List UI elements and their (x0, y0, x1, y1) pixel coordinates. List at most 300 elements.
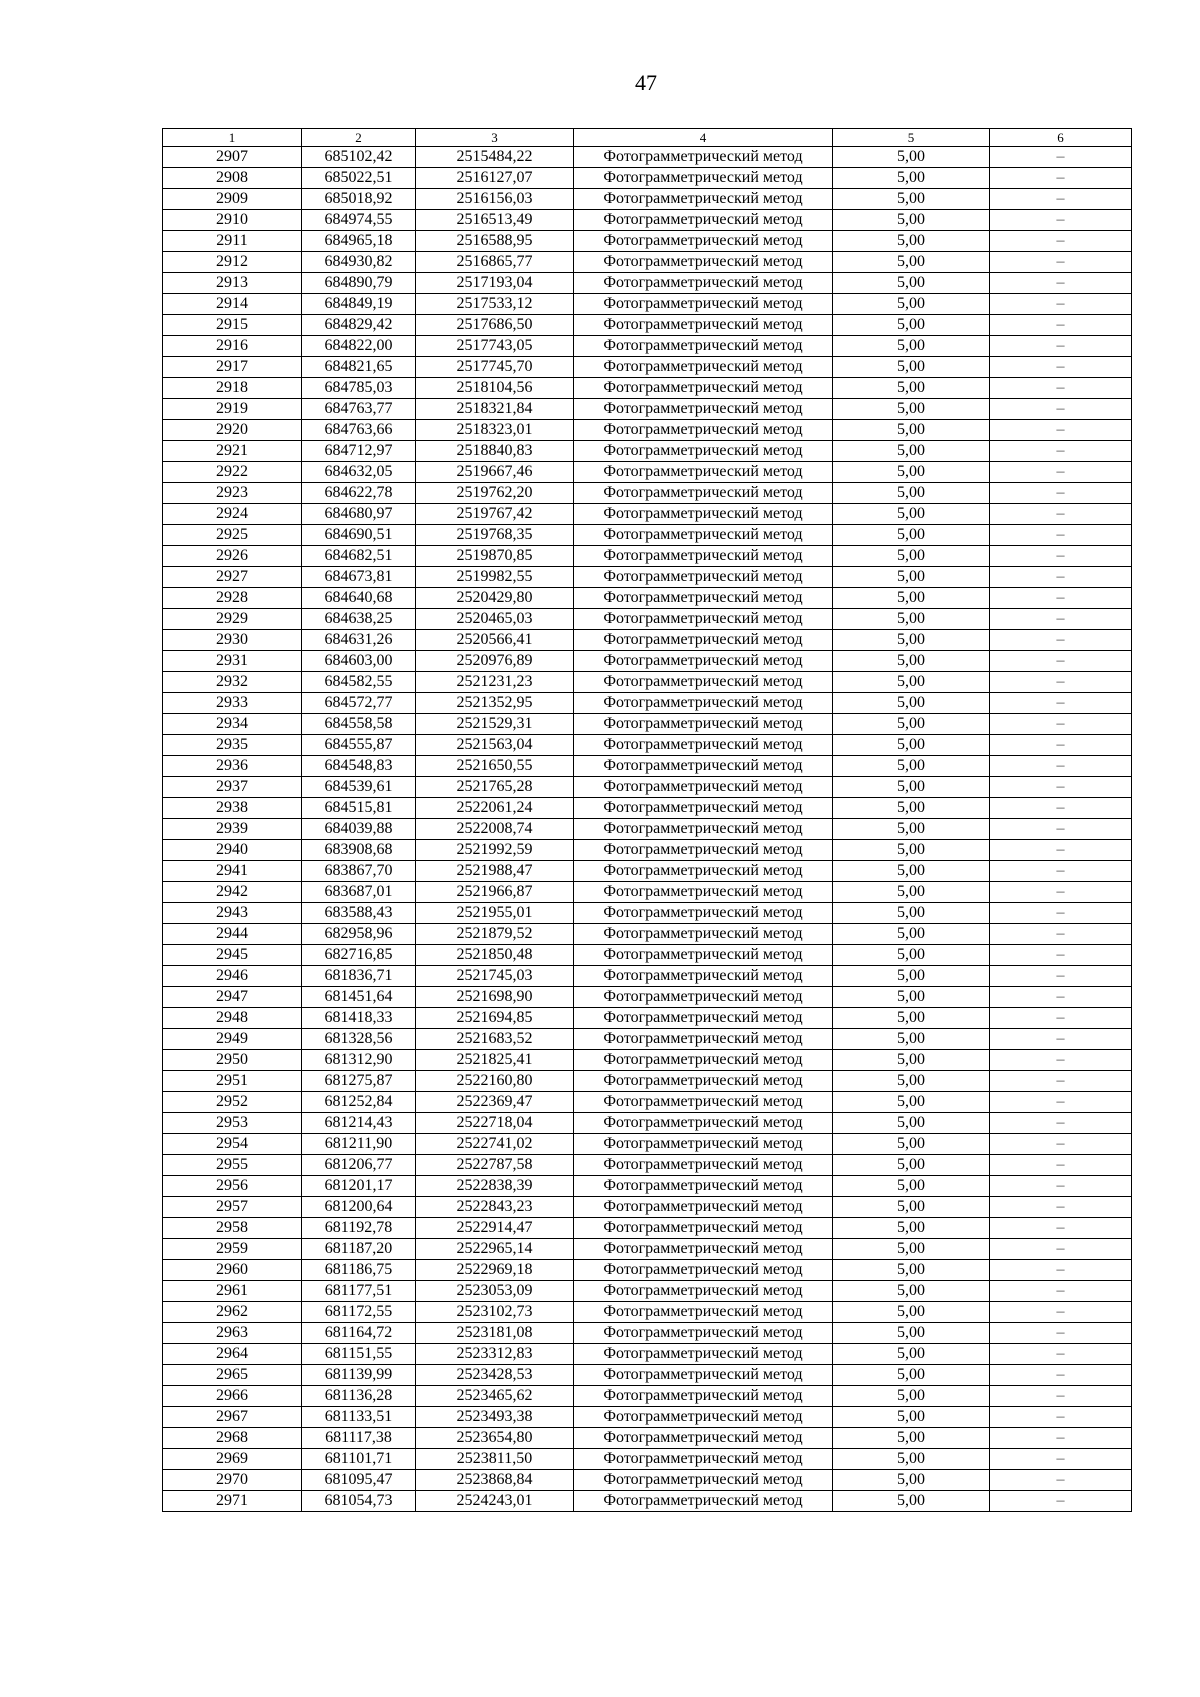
table-row (163, 651, 1132, 672)
description-cell: – (990, 231, 1132, 252)
y-coordinate-cell: 2521698,90 (416, 987, 574, 1008)
y-coordinate-cell: 2521650,55 (416, 756, 574, 777)
x-coordinate-cell: 681151,55 (302, 1344, 416, 1365)
x-coordinate-cell: 681451,64 (302, 987, 416, 1008)
description-cell: – (990, 630, 1132, 651)
y-coordinate-cell: 2517533,12 (416, 294, 574, 315)
x-coordinate-cell: 684638,25 (302, 609, 416, 630)
table-row (163, 357, 1132, 378)
x-coordinate-cell: 684763,77 (302, 399, 416, 420)
x-coordinate-cell: 681095,47 (302, 1470, 416, 1491)
table-row (163, 1281, 1132, 1302)
table-row (163, 1239, 1132, 1260)
accuracy-cell: 5,00 (833, 945, 990, 966)
accuracy-cell: 5,00 (833, 672, 990, 693)
method-cell: Фотограмметрический метод (574, 1281, 833, 1302)
y-coordinate-cell: 2519667,46 (416, 462, 574, 483)
accuracy-cell: 5,00 (833, 189, 990, 210)
y-coordinate-cell: 2523811,50 (416, 1449, 574, 1470)
table-row (163, 987, 1132, 1008)
y-coordinate-cell: 2521745,03 (416, 966, 574, 987)
description-cell: – (990, 462, 1132, 483)
description-cell: – (990, 1323, 1132, 1344)
point-number-cell: 2932 (163, 672, 302, 693)
y-coordinate-cell: 2523181,08 (416, 1323, 574, 1344)
y-coordinate-cell: 2517193,04 (416, 273, 574, 294)
description-cell: – (990, 1491, 1132, 1512)
point-number-cell: 2939 (163, 819, 302, 840)
description-cell: – (990, 903, 1132, 924)
x-coordinate-cell: 684974,55 (302, 210, 416, 231)
table-row (163, 777, 1132, 798)
table-row (163, 924, 1132, 945)
method-cell: Фотограмметрический метод (574, 882, 833, 903)
point-number-cell: 2922 (163, 462, 302, 483)
point-number-cell: 2971 (163, 1491, 302, 1512)
accuracy-cell: 5,00 (833, 273, 990, 294)
accuracy-cell: 5,00 (833, 1470, 990, 1491)
description-cell: – (990, 1218, 1132, 1239)
point-number-cell: 2944 (163, 924, 302, 945)
column-header: 2 (302, 129, 416, 147)
x-coordinate-cell: 683908,68 (302, 840, 416, 861)
y-coordinate-cell: 2523102,73 (416, 1302, 574, 1323)
table-row (163, 273, 1132, 294)
table-row (163, 1050, 1132, 1071)
table-row (163, 399, 1132, 420)
method-cell: Фотограмметрический метод (574, 546, 833, 567)
accuracy-cell: 5,00 (833, 525, 990, 546)
accuracy-cell: 5,00 (833, 420, 990, 441)
y-coordinate-cell: 2519768,35 (416, 525, 574, 546)
table-row (163, 1365, 1132, 1386)
accuracy-cell: 5,00 (833, 1449, 990, 1470)
table-row (163, 546, 1132, 567)
accuracy-cell: 5,00 (833, 1344, 990, 1365)
point-number-cell: 2936 (163, 756, 302, 777)
table-row (163, 1029, 1132, 1050)
accuracy-cell: 5,00 (833, 567, 990, 588)
method-cell: Фотограмметрический метод (574, 798, 833, 819)
description-cell: – (990, 1260, 1132, 1281)
accuracy-cell: 5,00 (833, 483, 990, 504)
y-coordinate-cell: 2521955,01 (416, 903, 574, 924)
description-cell: – (990, 924, 1132, 945)
table-row (163, 1428, 1132, 1449)
x-coordinate-cell: 681177,51 (302, 1281, 416, 1302)
table-row (163, 1260, 1132, 1281)
x-coordinate-cell: 681139,99 (302, 1365, 416, 1386)
method-cell: Фотограмметрический метод (574, 147, 833, 168)
accuracy-cell: 5,00 (833, 777, 990, 798)
description-cell: – (990, 399, 1132, 420)
x-coordinate-cell: 683588,43 (302, 903, 416, 924)
x-coordinate-cell: 681172,55 (302, 1302, 416, 1323)
accuracy-cell: 5,00 (833, 1260, 990, 1281)
method-cell: Фотограмметрический метод (574, 315, 833, 336)
point-number-cell: 2962 (163, 1302, 302, 1323)
y-coordinate-cell: 2521988,47 (416, 861, 574, 882)
point-number-cell: 2924 (163, 504, 302, 525)
x-coordinate-cell: 684673,81 (302, 567, 416, 588)
method-cell: Фотограмметрический метод (574, 1071, 833, 1092)
x-coordinate-cell: 684849,19 (302, 294, 416, 315)
y-coordinate-cell: 2517686,50 (416, 315, 574, 336)
coordinates-table (162, 128, 1132, 1512)
table-row (163, 630, 1132, 651)
table-row (163, 231, 1132, 252)
x-coordinate-cell: 681117,38 (302, 1428, 416, 1449)
column-header: 1 (163, 129, 302, 147)
accuracy-cell: 5,00 (833, 168, 990, 189)
accuracy-cell: 5,00 (833, 1218, 990, 1239)
accuracy-cell: 5,00 (833, 756, 990, 777)
y-coordinate-cell: 2523428,53 (416, 1365, 574, 1386)
header-row (163, 129, 1132, 147)
table-row (163, 315, 1132, 336)
table-row (163, 252, 1132, 273)
description-cell: – (990, 987, 1132, 1008)
table-row (163, 147, 1132, 168)
point-number-cell: 2969 (163, 1449, 302, 1470)
description-cell: – (990, 819, 1132, 840)
method-cell: Фотограмметрический метод (574, 441, 833, 462)
point-number-cell: 2959 (163, 1239, 302, 1260)
x-coordinate-cell: 681214,43 (302, 1113, 416, 1134)
accuracy-cell: 5,00 (833, 1092, 990, 1113)
point-number-cell: 2945 (163, 945, 302, 966)
point-number-cell: 2955 (163, 1155, 302, 1176)
point-number-cell: 2907 (163, 147, 302, 168)
description-cell: – (990, 672, 1132, 693)
x-coordinate-cell: 681418,33 (302, 1008, 416, 1029)
x-coordinate-cell: 681275,87 (302, 1071, 416, 1092)
description-cell: – (990, 714, 1132, 735)
x-coordinate-cell: 684680,97 (302, 504, 416, 525)
point-number-cell: 2926 (163, 546, 302, 567)
point-number-cell: 2937 (163, 777, 302, 798)
point-number-cell: 2960 (163, 1260, 302, 1281)
x-coordinate-cell: 684822,00 (302, 336, 416, 357)
description-cell: – (990, 777, 1132, 798)
description-cell: – (990, 336, 1132, 357)
x-coordinate-cell: 684548,83 (302, 756, 416, 777)
x-coordinate-cell: 681192,78 (302, 1218, 416, 1239)
x-coordinate-cell: 681206,77 (302, 1155, 416, 1176)
column-header: 5 (833, 129, 990, 147)
table-row (163, 1449, 1132, 1470)
point-number-cell: 2910 (163, 210, 302, 231)
description-cell: – (990, 693, 1132, 714)
table-row (163, 1344, 1132, 1365)
method-cell: Фотограмметрический метод (574, 1239, 833, 1260)
description-cell: – (990, 168, 1132, 189)
y-coordinate-cell: 2521563,04 (416, 735, 574, 756)
point-number-cell: 2952 (163, 1092, 302, 1113)
x-coordinate-cell: 684572,77 (302, 693, 416, 714)
accuracy-cell: 5,00 (833, 714, 990, 735)
x-coordinate-cell: 683687,01 (302, 882, 416, 903)
table-row (163, 1092, 1132, 1113)
description-cell: – (990, 294, 1132, 315)
method-cell: Фотограмметрический метод (574, 462, 833, 483)
description-cell: – (990, 756, 1132, 777)
x-coordinate-cell: 684829,42 (302, 315, 416, 336)
description-cell: – (990, 1197, 1132, 1218)
point-number-cell: 2913 (163, 273, 302, 294)
description-cell: – (990, 210, 1132, 231)
x-coordinate-cell: 681252,84 (302, 1092, 416, 1113)
accuracy-cell: 5,00 (833, 1428, 990, 1449)
y-coordinate-cell: 2518323,01 (416, 420, 574, 441)
table-row (163, 1218, 1132, 1239)
method-cell: Фотограмметрический метод (574, 903, 833, 924)
point-number-cell: 2916 (163, 336, 302, 357)
accuracy-cell: 5,00 (833, 252, 990, 273)
accuracy-cell: 5,00 (833, 1050, 990, 1071)
method-cell: Фотограмметрический метод (574, 1470, 833, 1491)
point-number-cell: 2909 (163, 189, 302, 210)
method-cell: Фотограмметрический метод (574, 294, 833, 315)
description-cell: – (990, 945, 1132, 966)
y-coordinate-cell: 2521694,85 (416, 1008, 574, 1029)
column-header: 6 (990, 129, 1132, 147)
column-header: 3 (416, 129, 574, 147)
method-cell: Фотограмметрический метод (574, 1323, 833, 1344)
description-cell: – (990, 1176, 1132, 1197)
table-row (163, 378, 1132, 399)
method-cell: Фотограмметрический метод (574, 231, 833, 252)
column-header: 4 (574, 129, 833, 147)
point-number-cell: 2917 (163, 357, 302, 378)
point-number-cell: 2928 (163, 588, 302, 609)
point-number-cell: 2921 (163, 441, 302, 462)
y-coordinate-cell: 2522787,58 (416, 1155, 574, 1176)
x-coordinate-cell: 684558,58 (302, 714, 416, 735)
description-cell: – (990, 273, 1132, 294)
method-cell: Фотограмметрический метод (574, 168, 833, 189)
method-cell: Фотограмметрический метод (574, 987, 833, 1008)
accuracy-cell: 5,00 (833, 378, 990, 399)
table-row (163, 1407, 1132, 1428)
accuracy-cell: 5,00 (833, 1071, 990, 1092)
accuracy-cell: 5,00 (833, 651, 990, 672)
description-cell: – (990, 1470, 1132, 1491)
y-coordinate-cell: 2520566,41 (416, 630, 574, 651)
accuracy-cell: 5,00 (833, 336, 990, 357)
table-body (163, 129, 1132, 1512)
y-coordinate-cell: 2516156,03 (416, 189, 574, 210)
x-coordinate-cell: 684622,78 (302, 483, 416, 504)
y-coordinate-cell: 2522369,47 (416, 1092, 574, 1113)
method-cell: Фотограмметрический метод (574, 588, 833, 609)
accuracy-cell: 5,00 (833, 504, 990, 525)
table-row (163, 945, 1132, 966)
method-cell: Фотограмметрический метод (574, 399, 833, 420)
x-coordinate-cell: 681211,90 (302, 1134, 416, 1155)
method-cell: Фотограмметрический метод (574, 252, 833, 273)
table-row (163, 189, 1132, 210)
x-coordinate-cell: 684632,05 (302, 462, 416, 483)
table-row (163, 1323, 1132, 1344)
point-number-cell: 2966 (163, 1386, 302, 1407)
description-cell: – (990, 252, 1132, 273)
y-coordinate-cell: 2521992,59 (416, 840, 574, 861)
table-row (163, 294, 1132, 315)
point-number-cell: 2920 (163, 420, 302, 441)
point-number-cell: 2964 (163, 1344, 302, 1365)
point-number-cell: 2935 (163, 735, 302, 756)
point-number-cell: 2956 (163, 1176, 302, 1197)
table-row (163, 420, 1132, 441)
point-number-cell: 2950 (163, 1050, 302, 1071)
table-row (163, 1113, 1132, 1134)
point-number-cell: 2919 (163, 399, 302, 420)
y-coordinate-cell: 2519762,20 (416, 483, 574, 504)
x-coordinate-cell: 684690,51 (302, 525, 416, 546)
y-coordinate-cell: 2521850,48 (416, 945, 574, 966)
table-row (163, 882, 1132, 903)
x-coordinate-cell: 685018,92 (302, 189, 416, 210)
description-cell: – (990, 1449, 1132, 1470)
method-cell: Фотограмметрический метод (574, 483, 833, 504)
table-row (163, 210, 1132, 231)
description-cell: – (990, 861, 1132, 882)
point-number-cell: 2970 (163, 1470, 302, 1491)
accuracy-cell: 5,00 (833, 294, 990, 315)
y-coordinate-cell: 2521529,31 (416, 714, 574, 735)
description-cell: – (990, 441, 1132, 462)
y-coordinate-cell: 2521879,52 (416, 924, 574, 945)
accuracy-cell: 5,00 (833, 882, 990, 903)
description-cell: – (990, 189, 1132, 210)
table-row (163, 504, 1132, 525)
accuracy-cell: 5,00 (833, 1365, 990, 1386)
description-cell: – (990, 483, 1132, 504)
y-coordinate-cell: 2522061,24 (416, 798, 574, 819)
accuracy-cell: 5,00 (833, 588, 990, 609)
method-cell: Фотограмметрический метод (574, 1155, 833, 1176)
description-cell: – (990, 1071, 1132, 1092)
accuracy-cell: 5,00 (833, 966, 990, 987)
point-number-cell: 2965 (163, 1365, 302, 1386)
description-cell: – (990, 357, 1132, 378)
y-coordinate-cell: 2520465,03 (416, 609, 574, 630)
method-cell: Фотограмметрический метод (574, 1365, 833, 1386)
accuracy-cell: 5,00 (833, 735, 990, 756)
description-cell: – (990, 1134, 1132, 1155)
x-coordinate-cell: 681328,56 (302, 1029, 416, 1050)
table-row (163, 1302, 1132, 1323)
description-cell: – (990, 588, 1132, 609)
accuracy-cell: 5,00 (833, 924, 990, 945)
table-row (163, 525, 1132, 546)
x-coordinate-cell: 684631,26 (302, 630, 416, 651)
table-row (163, 840, 1132, 861)
description-cell: – (990, 1050, 1132, 1071)
x-coordinate-cell: 684039,88 (302, 819, 416, 840)
x-coordinate-cell: 684603,00 (302, 651, 416, 672)
y-coordinate-cell: 2521966,87 (416, 882, 574, 903)
point-number-cell: 2941 (163, 861, 302, 882)
description-cell: – (990, 315, 1132, 336)
point-number-cell: 2912 (163, 252, 302, 273)
accuracy-cell: 5,00 (833, 399, 990, 420)
table-row (163, 1470, 1132, 1491)
y-coordinate-cell: 2522838,39 (416, 1176, 574, 1197)
y-coordinate-cell: 2523053,09 (416, 1281, 574, 1302)
accuracy-cell: 5,00 (833, 1197, 990, 1218)
description-cell: – (990, 966, 1132, 987)
table-row (163, 483, 1132, 504)
accuracy-cell: 5,00 (833, 798, 990, 819)
x-coordinate-cell: 684640,68 (302, 588, 416, 609)
point-number-cell: 2958 (163, 1218, 302, 1239)
method-cell: Фотограмметрический метод (574, 609, 833, 630)
method-cell: Фотограмметрический метод (574, 1113, 833, 1134)
method-cell: Фотограмметрический метод (574, 1029, 833, 1050)
point-number-cell: 2930 (163, 630, 302, 651)
method-cell: Фотограмметрический метод (574, 567, 833, 588)
accuracy-cell: 5,00 (833, 819, 990, 840)
table-row (163, 714, 1132, 735)
point-number-cell: 2931 (163, 651, 302, 672)
description-cell: – (990, 1365, 1132, 1386)
y-coordinate-cell: 2521231,23 (416, 672, 574, 693)
table-row (163, 567, 1132, 588)
method-cell: Фотограмметрический метод (574, 1008, 833, 1029)
y-coordinate-cell: 2515484,22 (416, 147, 574, 168)
accuracy-cell: 5,00 (833, 1008, 990, 1029)
description-cell: – (990, 651, 1132, 672)
description-cell: – (990, 735, 1132, 756)
description-cell: – (990, 147, 1132, 168)
y-coordinate-cell: 2519870,85 (416, 546, 574, 567)
method-cell: Фотограмметрический метод (574, 210, 833, 231)
accuracy-cell: 5,00 (833, 1386, 990, 1407)
point-number-cell: 2953 (163, 1113, 302, 1134)
method-cell: Фотограмметрический метод (574, 1176, 833, 1197)
table-row (163, 903, 1132, 924)
table-row (163, 966, 1132, 987)
point-number-cell: 2961 (163, 1281, 302, 1302)
description-cell: – (990, 1302, 1132, 1323)
accuracy-cell: 5,00 (833, 987, 990, 1008)
point-number-cell: 2914 (163, 294, 302, 315)
accuracy-cell: 5,00 (833, 840, 990, 861)
x-coordinate-cell: 684712,97 (302, 441, 416, 462)
x-coordinate-cell: 681201,17 (302, 1176, 416, 1197)
x-coordinate-cell: 681186,75 (302, 1260, 416, 1281)
accuracy-cell: 5,00 (833, 210, 990, 231)
y-coordinate-cell: 2522718,04 (416, 1113, 574, 1134)
accuracy-cell: 5,00 (833, 1491, 990, 1512)
table-row (163, 756, 1132, 777)
point-number-cell: 2929 (163, 609, 302, 630)
table-row (163, 1386, 1132, 1407)
point-number-cell: 2938 (163, 798, 302, 819)
accuracy-cell: 5,00 (833, 1113, 990, 1134)
point-number-cell: 2934 (163, 714, 302, 735)
description-cell: – (990, 1428, 1132, 1449)
y-coordinate-cell: 2517743,05 (416, 336, 574, 357)
x-coordinate-cell: 681836,71 (302, 966, 416, 987)
method-cell: Фотограмметрический метод (574, 1491, 833, 1512)
method-cell: Фотограмметрический метод (574, 693, 833, 714)
method-cell: Фотограмметрический метод (574, 1344, 833, 1365)
description-cell: – (990, 504, 1132, 525)
description-cell: – (990, 798, 1132, 819)
